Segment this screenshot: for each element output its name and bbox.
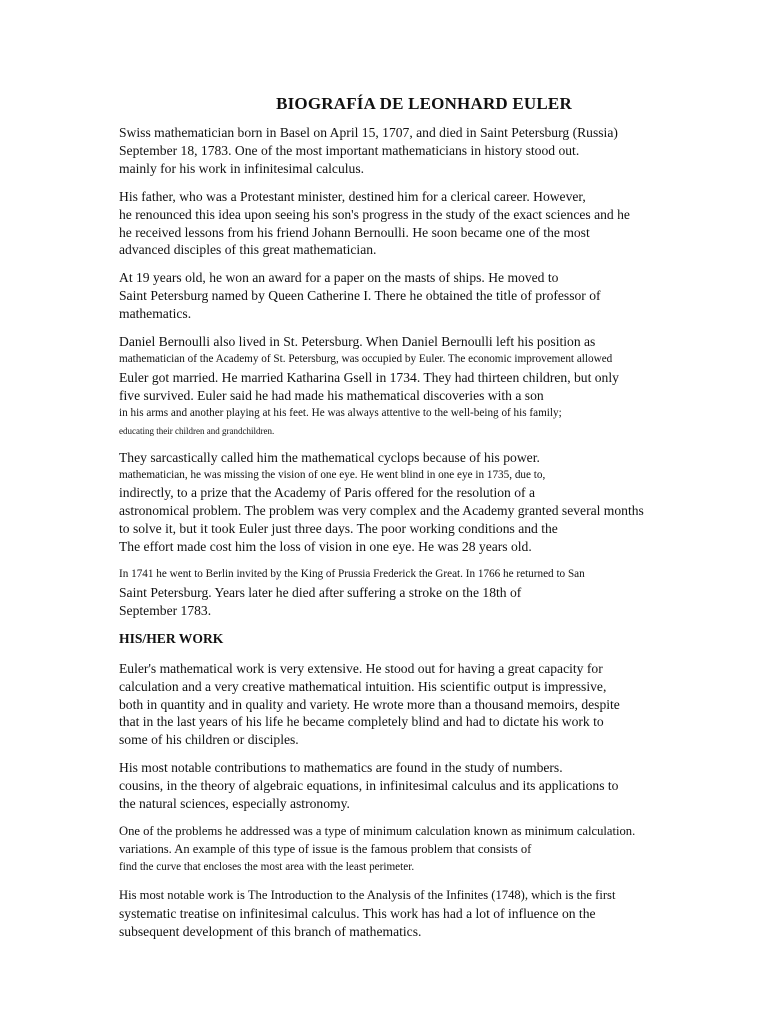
text-line: cousins, in the theory of algebraic equations, in infinitesimal calculus and its applications to [119,778,619,794]
paragraph-contributions [119,759,719,813]
text-line: both in quantity and in quality and variety. He wrote more than a thousand memoirs, despite [119,696,620,712]
text-line: he renounced this idea upon seeing his son's progress in the study of the exact sciences and he [119,206,630,222]
paragraph-father [119,188,719,260]
text-line: mathematics. [119,306,192,322]
text-line: five survived. Euler said he had made his mathematical discoveries with a son [119,387,544,403]
text-line: His most notable work is The Introduction to the Analysis of the Infinites (1748), which is the first [119,887,616,902]
text-line: astronomical problem. The problem was very complex and the Academy granted several months [119,503,644,519]
text-line: Saint Petersburg. Years later he died after suffering a stroke on the 18th of [119,584,522,600]
paragraph-award [119,269,719,323]
text-line: September 1783. [119,602,212,618]
text-line: that in the last years of his life he became completely blind and had to dictate his work to [119,714,604,730]
paragraph-work [119,660,719,750]
section-heading: HIS/HER WORK [119,630,224,646]
paragraph-berlin [119,566,719,620]
text-line: some of his children or disciples. [119,732,299,748]
text-line: to solve it, but it took Euler just three days. The poor working conditions and the [119,521,558,537]
paragraph-cyclops [119,449,719,556]
text-line: Saint Petersburg named by Queen Catherine I. There he obtained the title of professor of [119,288,601,304]
text-line: In 1741 he went to Berlin invited by the King of Prussia Frederick the Great. In 1766 he returned to San [119,568,585,581]
document-title: BIOGRAFÍA DE LEONHARD EULER [276,94,572,113]
paragraph-birth [119,124,719,178]
text-line: advanced disciples of this great mathematician. [119,242,377,258]
text-line: calculation and a very creative mathematical intuition. His scientific output is impressive, [119,678,607,694]
text-line: September 18, 1783. One of the most important mathematicians in history stood out. [119,142,580,158]
text-line: Swiss mathematician born in Basel on April 15, 1707, and died in Saint Petersburg (Russia) [119,125,618,140]
text-line: The effort made cost him the loss of vision in one eye. He was 28 years old. [119,539,532,555]
text-line: His most notable contributions to mathematics are found in the study of numbers. [119,760,563,776]
paragraph-notable-work [119,887,719,941]
text-line: mainly for his work in infinitesimal calculus. [119,160,365,176]
text-line: At 19 years old, he won an award for a paper on the masts of ships. He moved to [119,270,559,286]
text-line: mathematician of the Academy of St. Petersburg, was occupied by Euler. The economic improvement allowed [119,352,613,365]
paragraph-family [119,333,719,439]
document-body [119,124,719,950]
text-line: indirectly, to a prize that the Academy of Paris offered for the resolution of a [119,485,535,501]
text-line: systematic treatise on infinitesimal calculus. This work has had a lot of influence on the [119,905,596,921]
text-line: Euler got married. He married Katharina Gsell in 1734. They had thirteen children, but only [119,369,619,385]
text-line: One of the problems he addressed was a type of minimum calculation known as minimum calculation. [119,824,636,838]
text-line: he received lessons from his friend Johann Bernoulli. He soon became one of the most [119,224,590,240]
paragraph-variations [119,823,719,877]
text-line: the natural sciences, especially astronomy. [119,796,350,812]
text-line: variations. An example of this type of issue is the famous problem that consists of [119,841,532,856]
text-line: find the curve that encloses the most area with the least perimeter. [119,860,415,873]
text-line: Euler's mathematical work is very extensive. He stood out for having a great capacity for [119,660,603,676]
text-line: educating their children and grandchildren. [119,425,275,436]
text-line: mathematician, he was missing the vision of one eye. He went blind in one eye in 1735, due to, [119,468,546,481]
text-line: Daniel Bernoulli also lived in St. Petersburg. When Daniel Bernoulli left his position as [119,334,596,350]
text-line: His father, who was a Protestant minister, destined him for a clerical career. However, [119,188,586,204]
text-line: subsequent development of this branch of mathematics. [119,923,422,939]
text-line: in his arms and another playing at his feet. He was always attentive to the well-being of his family; [119,406,562,419]
text-line: They sarcastically called him the mathematical cyclops because of his power. [119,449,540,465]
